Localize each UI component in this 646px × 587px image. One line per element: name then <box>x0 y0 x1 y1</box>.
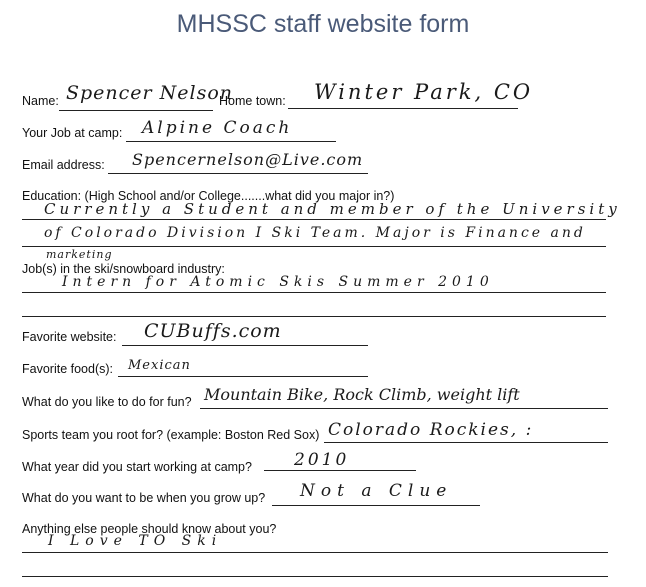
food-line <box>118 376 368 377</box>
grow-up-line <box>272 505 480 506</box>
fun-value: Mountain Bike, Rock Climb, weight lift <box>204 385 520 404</box>
email-value: Spencernelson@Live.com <box>132 150 364 169</box>
ski-jobs-label: Job(s) in the ski/snowboard industry: <box>22 262 225 276</box>
year-value: 2010 <box>294 450 350 470</box>
education-label: Education: (High School and/or College.......what did you major in?) <box>22 189 395 203</box>
hometown-value: Winter Park, CO <box>314 80 534 104</box>
grow-up-label: What do you want to be when you grow up? <box>22 491 266 505</box>
education-rule-2 <box>22 246 606 247</box>
grow-up-value: Not a Clue <box>300 481 453 501</box>
hometown-label: Home town: <box>219 94 286 108</box>
education-rule-1 <box>22 219 606 220</box>
job-line <box>126 141 336 142</box>
ski-jobs-rule-1 <box>22 292 606 293</box>
education-line-1: Currently a Student and member of the University <box>44 200 621 218</box>
website-value: CUBuffs.com <box>144 320 282 342</box>
education-line-2-extra: marketing <box>46 248 113 261</box>
education-line-2: of Colorado Division I Ski Team. Major is Finance and <box>44 225 586 241</box>
website-line <box>122 345 368 346</box>
fun-line <box>200 408 608 409</box>
else-label: Anything else people should know about you? <box>22 522 277 536</box>
name-label: Name: <box>22 94 59 108</box>
email-line <box>108 173 368 174</box>
team-value: Colorado Rockies, : <box>328 420 534 440</box>
fun-label: What do you like to do for fun? <box>22 395 192 409</box>
email-label: Email address: <box>22 158 105 172</box>
form-title: MHSSC staff website form <box>176 10 470 38</box>
ski-jobs-value: Intern for Atomic Skis Summer 2010 <box>62 274 494 290</box>
ski-jobs-rule-2 <box>22 316 606 317</box>
year-label: What year did you start working at camp? <box>22 460 252 474</box>
name-value: Spencer Nelson <box>66 82 234 104</box>
name-line <box>59 110 213 111</box>
food-value: Mexican <box>128 358 191 373</box>
else-rule-1 <box>22 552 608 553</box>
team-line <box>324 442 608 443</box>
hometown-line <box>288 108 518 109</box>
website-label: Favorite website: <box>22 330 117 344</box>
job-value: Alpine Coach <box>142 118 293 138</box>
else-value: I Love TO Ski <box>48 533 223 549</box>
year-line <box>264 470 416 471</box>
else-rule-2 <box>22 576 608 577</box>
job-label: Your Job at camp: <box>22 126 123 140</box>
food-label: Favorite food(s): <box>22 362 114 376</box>
team-label: Sports team you root for? (example: Boston Red Sox) <box>22 428 320 442</box>
